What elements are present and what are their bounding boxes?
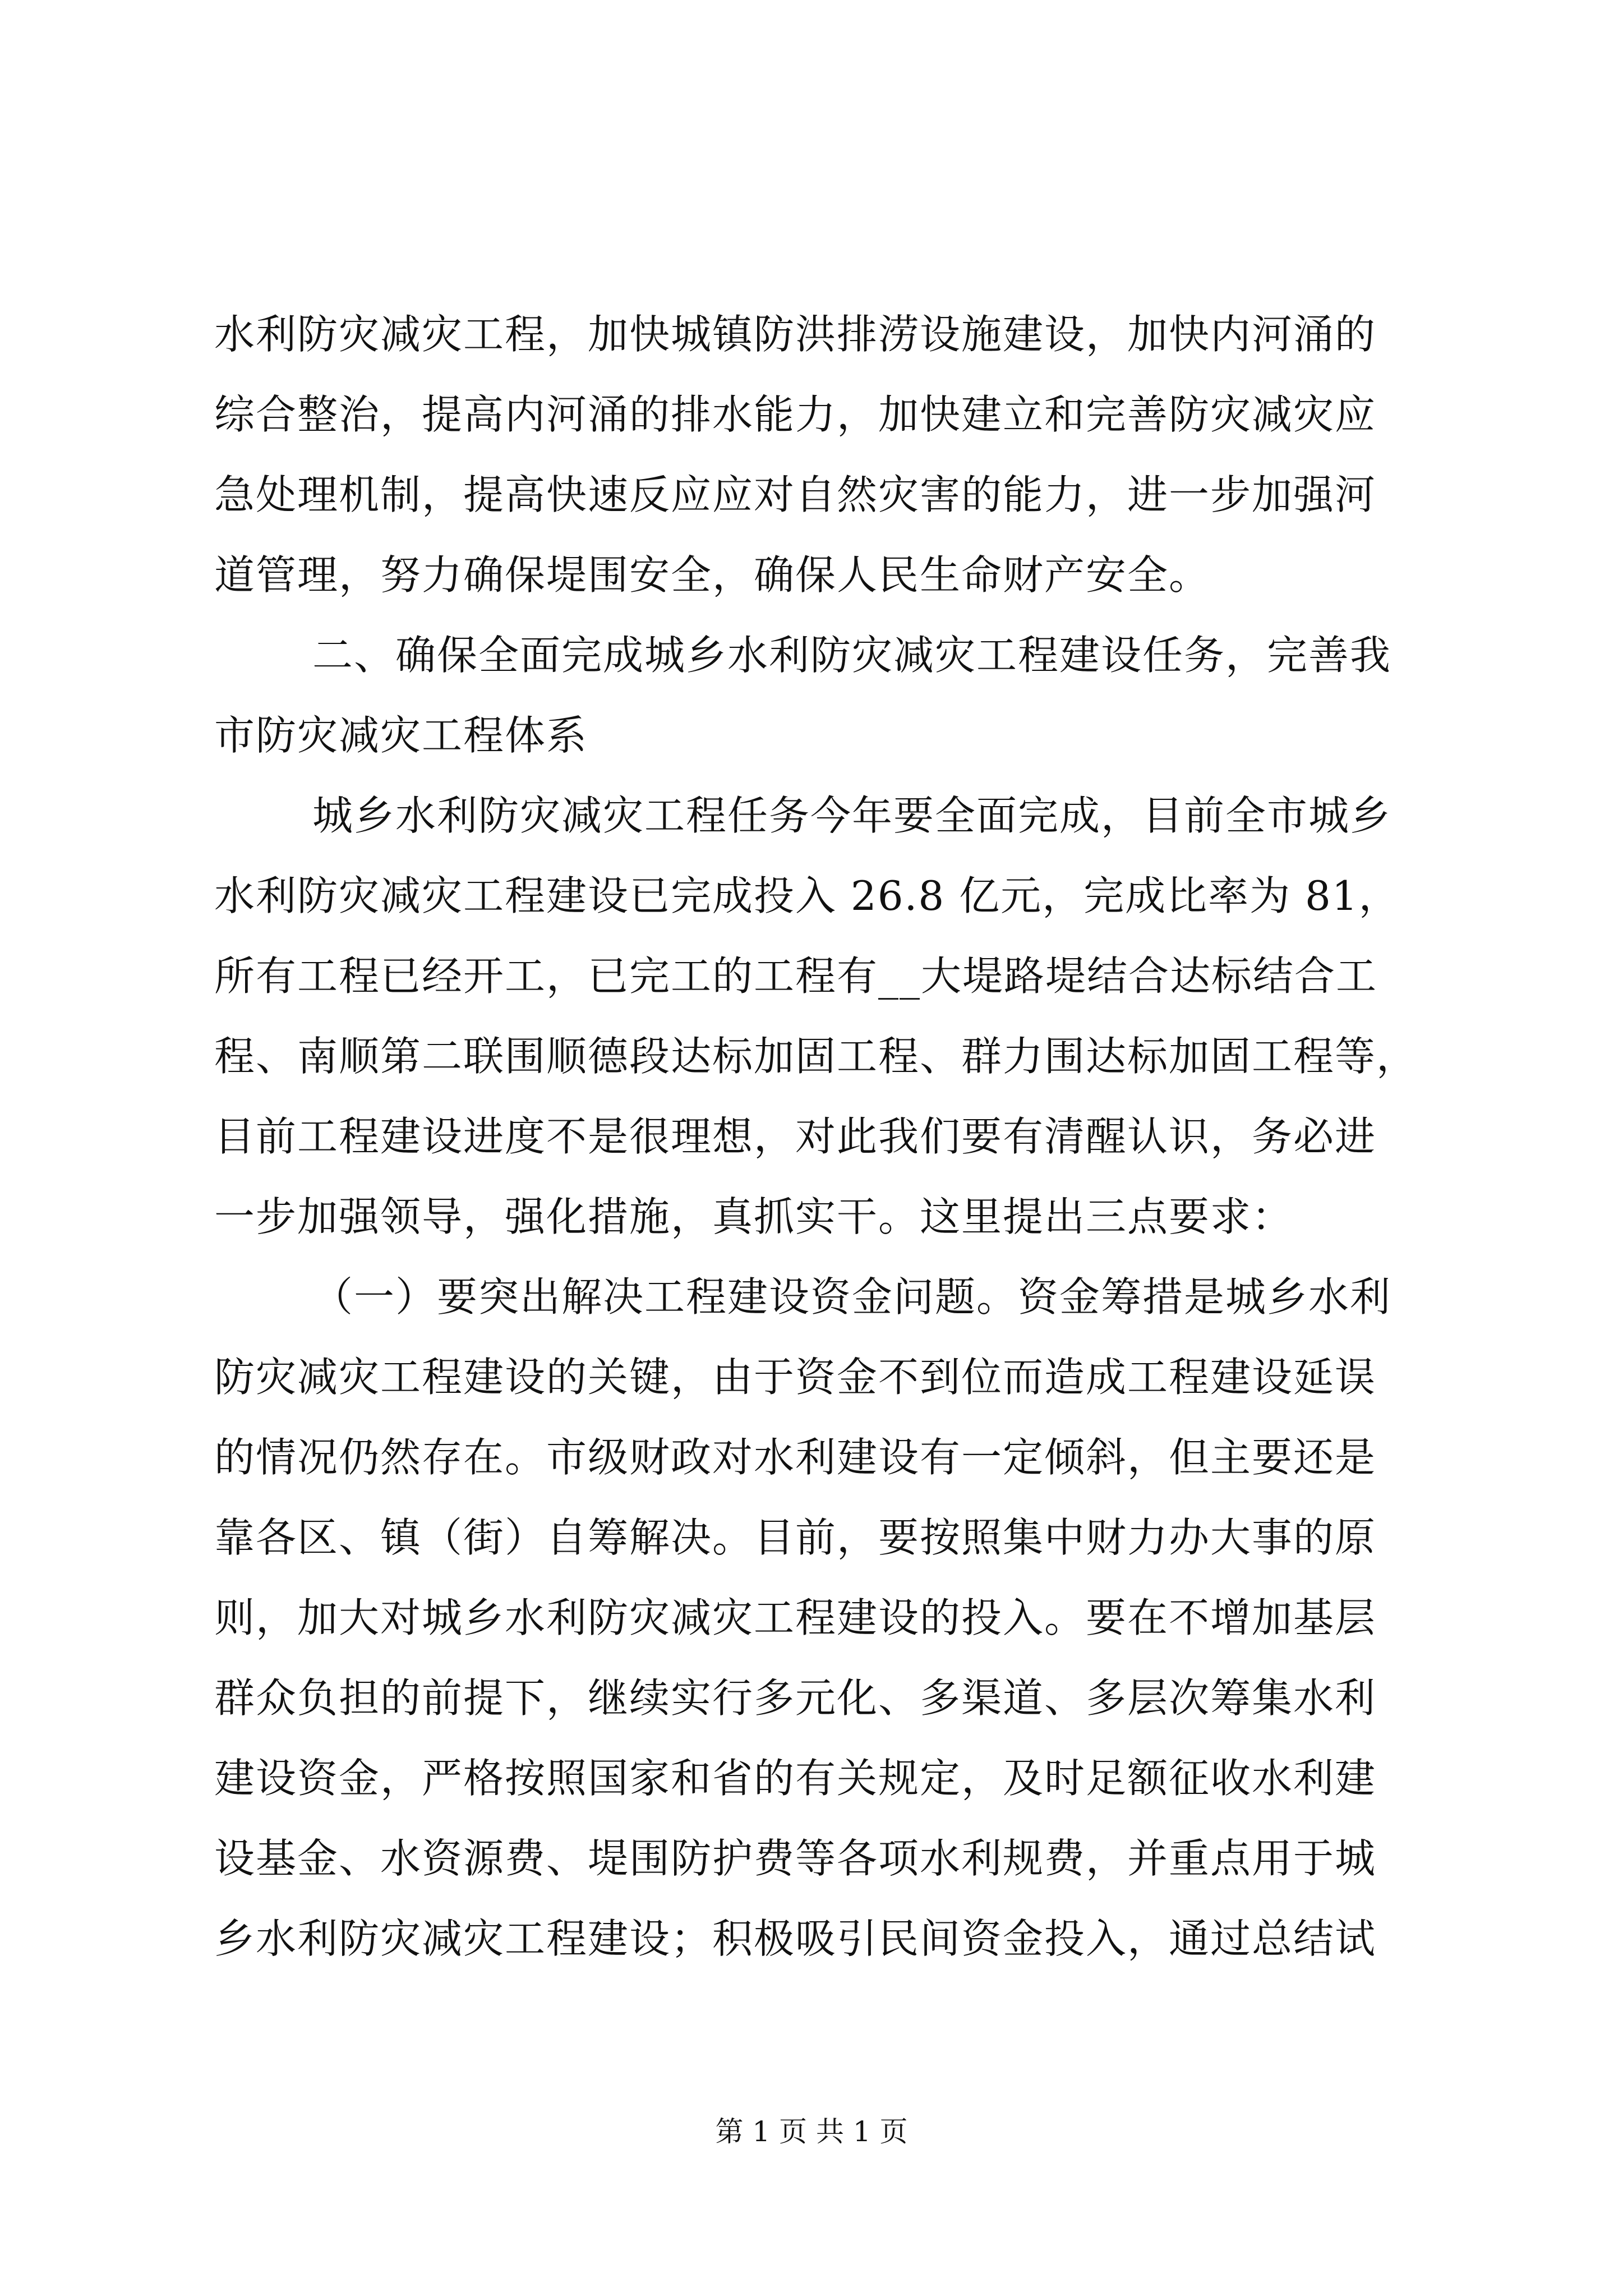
text-line: 群众负担的前提下，继续实行多元化、多渠道、多层次筹集水利 — [214, 1674, 1377, 1722]
text-line: 急处理机制，提高快速反应应对自然灾害的能力，进一步加强河 — [214, 471, 1377, 518]
text-line: 综合整治，提高内河涌的排水能力，加快建立和完善防灾减灾应 — [214, 391, 1377, 438]
text-line: 目前工程建设进度不是很理想，对此我们要有清醒认识，务必进 — [214, 1113, 1377, 1160]
text-line: 程、南顺第二联围顺德段达标加固工程、群力围达标加固工程等， — [214, 1033, 1418, 1080]
text-line: 靠各区、镇（街）自筹解决。目前，要按照集中财力办大事的原 — [214, 1514, 1377, 1561]
text-line: 一步加强领导，强化措施，真抓实干。这里提出三点要求： — [214, 1193, 1294, 1240]
text-line: 设基金、水资源费、堤围防护费等各项水利规费，并重点用于城 — [214, 1835, 1377, 1882]
text-line: 二、确保全面完成城乡水利防灾减灾工程建设任务，完善我 — [312, 632, 1392, 679]
text-line: 乡水利防灾减灾工程建设；积极吸引民间资金投入，通过总结试 — [214, 1915, 1377, 1962]
text-line: 建设资金，严格按照国家和省的有关规定，及时足额征收水利建 — [214, 1755, 1377, 1802]
text-line: 道管理，努力确保堤围安全，确保人民生命财产安全。 — [214, 551, 1211, 599]
page-footer: 第 1 页 共 1 页 — [715, 2115, 908, 2148]
text-line: 防灾减灾工程建设的关键，由于资金不到位而造成工程建设延误 — [214, 1354, 1377, 1401]
text-line: 所有工程已经开工，已完工的工程有__大堤路堤结合达标结合工 — [214, 953, 1378, 1000]
text-line: 水利防灾减灾工程，加快城镇防洪排涝设施建设，加快内河涌的 — [214, 311, 1377, 358]
text-line: 的情况仍然存在。市级财政对水利建设有一定倾斜，但主要还是 — [214, 1434, 1377, 1481]
text-line: （一）要突出解决工程建设资金问题。资金筹措是城乡水利 — [312, 1273, 1392, 1320]
text-line: 则，加大对城乡水利防灾减灾工程建设的投入。要在不增加基层 — [214, 1594, 1377, 1641]
text-line: 城乡水利防灾减灾工程任务今年要全面完成，目前全市城乡 — [312, 792, 1392, 839]
text-line: 水利防灾减灾工程建设已完成投入 26.8 亿元，完成比率为 81， — [214, 872, 1400, 919]
document-body — [214, 295, 1420, 1979]
text-line: 市防灾减灾工程体系 — [214, 712, 588, 759]
